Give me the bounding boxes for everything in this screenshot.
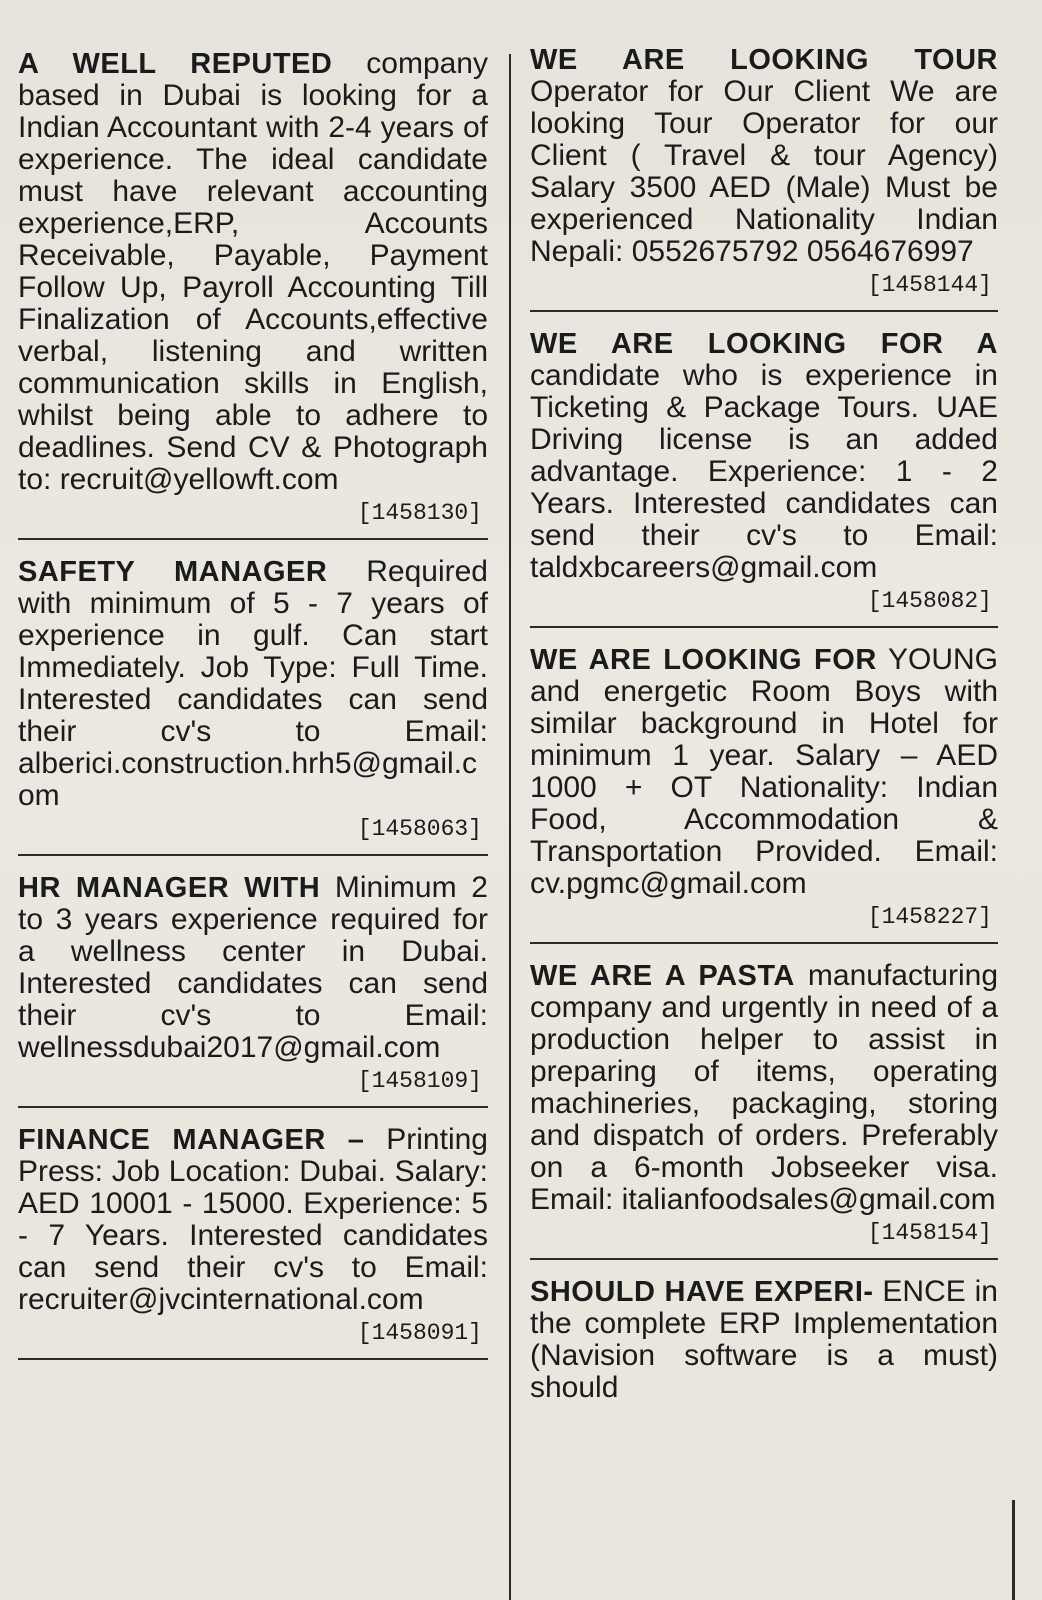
- ad-heading: HR MANAGER WITH: [18, 872, 321, 904]
- ad-erp-experience: [530, 1276, 998, 1404]
- ad-pasta-company: [530, 960, 998, 1248]
- ad-reference: [1458130]: [357, 500, 482, 526]
- ad-body: candidate who is experience in Ticketing & Package Tours. UAE Driving license is an added advantage. Experience: 1 - 2 Years. Interested candidates can send their cv's to Email: taldxbcareers@gmail.com: [530, 359, 998, 584]
- ad-body: manufacturing company and urgently in need of a production helper to assist in preparing of items, operating machineries, packaging, storing and dispatch of orders. Preferably on a 6-month Jobseeker visa. Email: italianfoodsales@gmail.com: [530, 959, 999, 1216]
- ad-hr-manager: [18, 872, 488, 1096]
- ad-separator: [18, 854, 488, 856]
- ad-reference: [1458109]: [357, 1068, 482, 1094]
- ad-body: YOUNG and energetic Room Boys with similar background in Hotel for minimum 1 year. Salary – AED 1000 + OT Nationality: Indian Food, Accommodation & Transportation Provided. Email: cv.pgmc@gmail.com: [530, 643, 998, 900]
- ad-reference: [1458082]: [867, 588, 992, 614]
- ad-safety-manager: [18, 556, 488, 844]
- ad-heading: WE ARE A PASTA: [530, 960, 795, 992]
- ad-reference: [1458091]: [357, 1320, 482, 1346]
- ad-ticketing: [530, 328, 998, 616]
- ad-tour-operator: [530, 44, 998, 300]
- ad-heading: WE ARE LOOKING FOR: [530, 644, 877, 676]
- ad-heading: FINANCE MANAGER –: [18, 1124, 365, 1156]
- ad-separator: [530, 942, 998, 944]
- ad-reference: [1458144]: [867, 272, 992, 298]
- ad-body: Operator for Our Client We are looking Tour Operator for our Client ( Travel & tour Agency) Salary 3500 AED (Male) Must be experienced Nationality Indian Nepali: 0552675792 0564676997: [530, 75, 998, 268]
- ad-separator: [18, 1106, 488, 1108]
- ad-body: Required with minimum of 5 - 7 years of experience in gulf. Can start Immediately. Job Type: Full Time. Interested candidates can send their cv's to Email: alberici.construction.hrh5@gmail.com: [18, 555, 488, 812]
- ad-heading: WE ARE LOOKING FOR A: [530, 328, 998, 360]
- ad-separator: [18, 1358, 488, 1360]
- column-divider: [509, 54, 511, 1600]
- ad-room-boys: [530, 644, 998, 932]
- ad-separator: [530, 626, 998, 628]
- ad-finance-manager: [18, 1124, 488, 1348]
- ad-body: Printing Press: Job Location: Dubai. Salary: AED 10001 - 15000. Experience: 5 - 7 Years. Interested candidates can send their cv's to Email: recruiter@jvcinternational.com: [18, 1123, 488, 1316]
- ad-separator: [18, 538, 488, 540]
- ad-reference: [1458227]: [867, 904, 992, 930]
- ad-accountant: [18, 48, 488, 528]
- ad-separator: [530, 310, 998, 312]
- left-column: [18, 0, 488, 1600]
- ad-heading: SAFETY MANAGER: [18, 556, 328, 588]
- ad-reference: [1458154]: [867, 1220, 992, 1246]
- ad-heading: A WELL REPUTED: [18, 48, 333, 80]
- ad-heading: SHOULD HAVE EXPERI-: [530, 1276, 874, 1308]
- ad-separator: [530, 1258, 998, 1260]
- ad-reference: [1458063]: [357, 816, 482, 842]
- ad-body: company based in Dubai is looking for a Indian Accountant with 2-4 years of experience. The ideal candidate must have relevant accounting experience,ERP, Accounts Receivable, Payable, Payment Follow Up, Payroll Accounting Till Finalization of Accounts,effective verbal, listening and written communication skills in English, whilst being able to adhere to deadlines. Send CV & Photograph to: recruit@yellowft.com: [18, 47, 488, 496]
- ad-body: ENCE in the complete ERP Implementation (Navision software is a must) should: [530, 1275, 998, 1404]
- ad-body: Minimum 2 to 3 years experience required for a wellness center in Dubai. Interested candidates can send their cv's to Email: wellnessdubai2017@gmail.com: [18, 871, 488, 1064]
- ad-heading: WE ARE LOOKING TOUR: [530, 44, 998, 76]
- right-column: [530, 0, 998, 1600]
- right-edge-rule: [1012, 1500, 1015, 1600]
